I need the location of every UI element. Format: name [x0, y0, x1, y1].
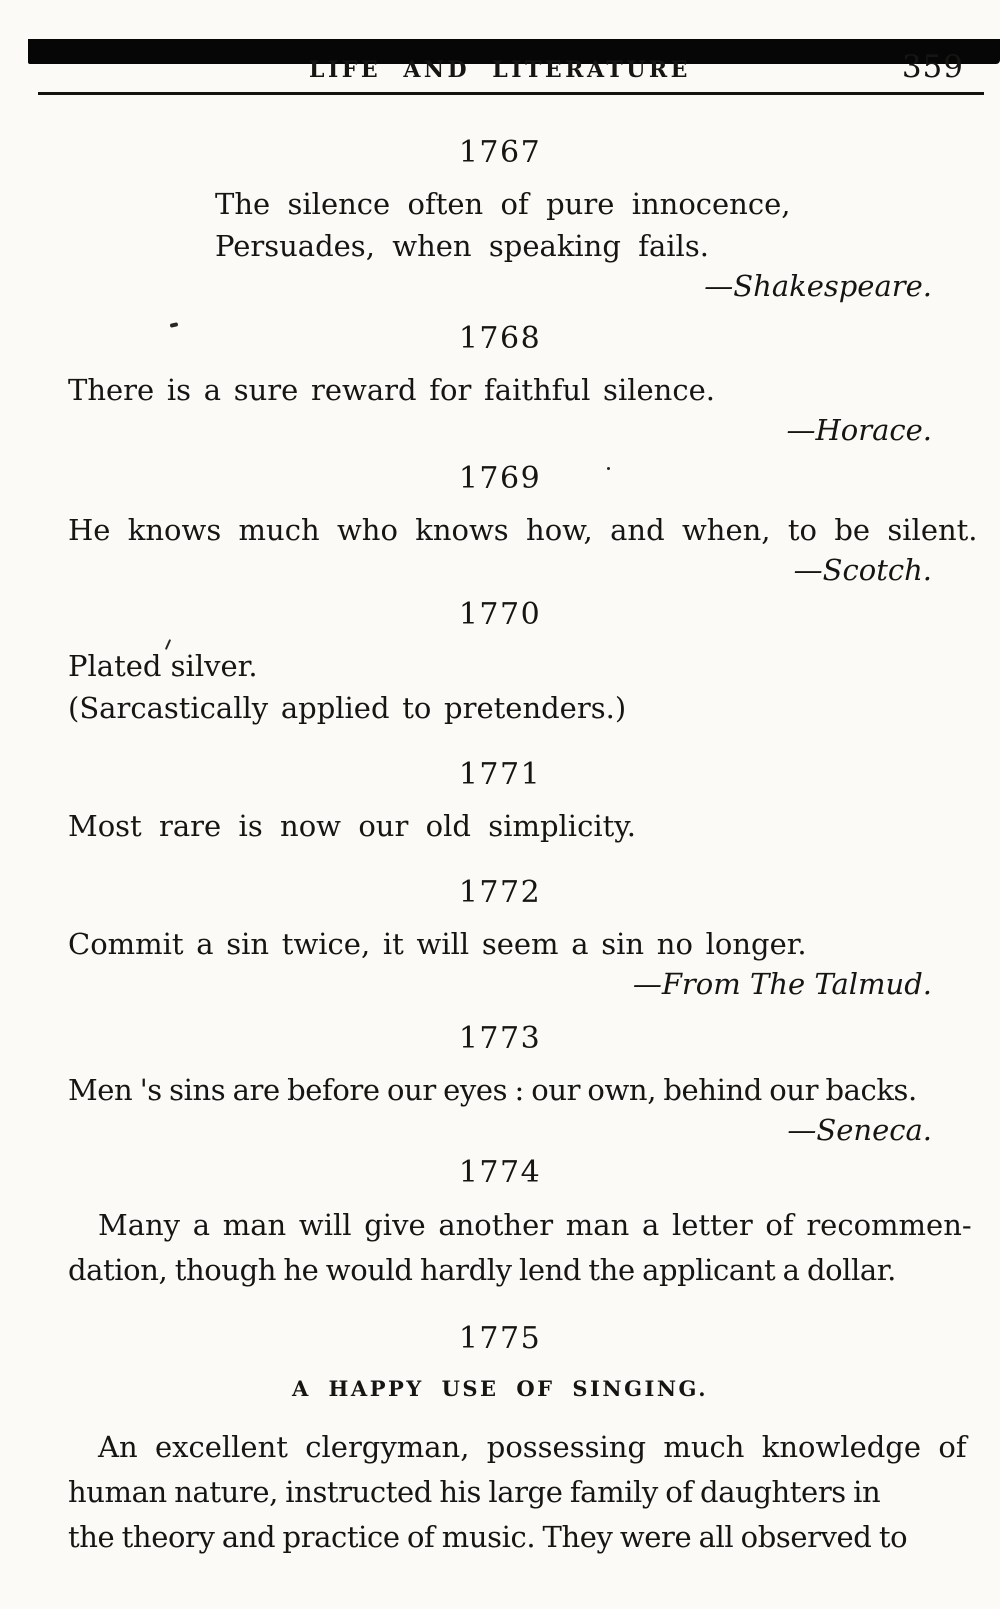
attribution: —From The Talmud. — [632, 967, 932, 1001]
entry-number: 1774 — [458, 1155, 542, 1190]
verse-block — [215, 183, 932, 267]
entry-1767 — [68, 135, 932, 305]
attribution: —Shakespeare. — [704, 269, 932, 303]
header-rule-bottom — [38, 92, 984, 95]
page-number: 359 — [901, 49, 964, 85]
entry-1770 — [68, 597, 932, 729]
entry-number: 1769 — [458, 461, 542, 496]
paragraph-line: dation, though he would hardly lend the applicant a dollar. — [68, 1253, 896, 1287]
paragraph-line: Many a man will give another man a letter of recommen- — [98, 1208, 972, 1242]
quote-line: There is a sure reward for faithful silence. — [68, 373, 715, 407]
entry-1775 — [68, 1321, 967, 1560]
entry-1774 — [68, 1155, 972, 1293]
quotations-list — [0, 135, 1000, 1560]
entry-1773 — [68, 1021, 932, 1149]
quote-line: Men 's sins are before our eyes : our own, behind our backs. — [68, 1073, 917, 1107]
paragraph-line: the theory and practice of music. They were all observed to — [68, 1520, 908, 1554]
attribution: —Horace. — [786, 413, 932, 447]
entry-number: 1775 — [458, 1321, 542, 1356]
entry-number: 1768 — [458, 321, 542, 356]
paragraph-line: An excellent clergyman, possessing much knowledge of — [98, 1430, 967, 1464]
entry-number: 1771 — [458, 757, 542, 792]
paragraph-line: human nature, instructed his large family of daughters in — [68, 1475, 881, 1509]
entry-number: 1770 — [458, 597, 542, 632]
page-header — [0, 44, 1000, 92]
entry-number: 1772 — [458, 875, 542, 910]
entry-number: 1773 — [458, 1021, 542, 1056]
attribution: —Seneca. — [787, 1113, 932, 1147]
entry-1771 — [68, 757, 932, 847]
quote-line: Persuades, when speaking fails. — [215, 229, 709, 263]
running-title: LIFE AND LITERATURE — [309, 57, 691, 83]
attribution: —Scotch. — [793, 553, 932, 587]
quote-line: (Sarcastically applied to pretenders.) — [68, 691, 627, 725]
quote-line: Plated silver. — [68, 649, 258, 683]
scan-artifact — [607, 467, 610, 470]
entry-1768 — [68, 321, 932, 449]
quote-line: Commit a sin twice, it will seem a sin no longer. — [68, 927, 807, 961]
entry-1769 — [68, 461, 978, 589]
entry-number: 1767 — [458, 135, 542, 170]
section-heading: A HAPPY USE OF SINGING. — [291, 1376, 709, 1401]
quote-line: He knows much who knows how, and when, to be silent. — [68, 513, 978, 547]
quote-line: The silence often of pure innocence, — [215, 187, 791, 221]
book-page — [0, 39, 1000, 1560]
entry-1772 — [68, 875, 932, 1003]
quote-line: Most rare is now our old simplicity. — [68, 809, 637, 843]
